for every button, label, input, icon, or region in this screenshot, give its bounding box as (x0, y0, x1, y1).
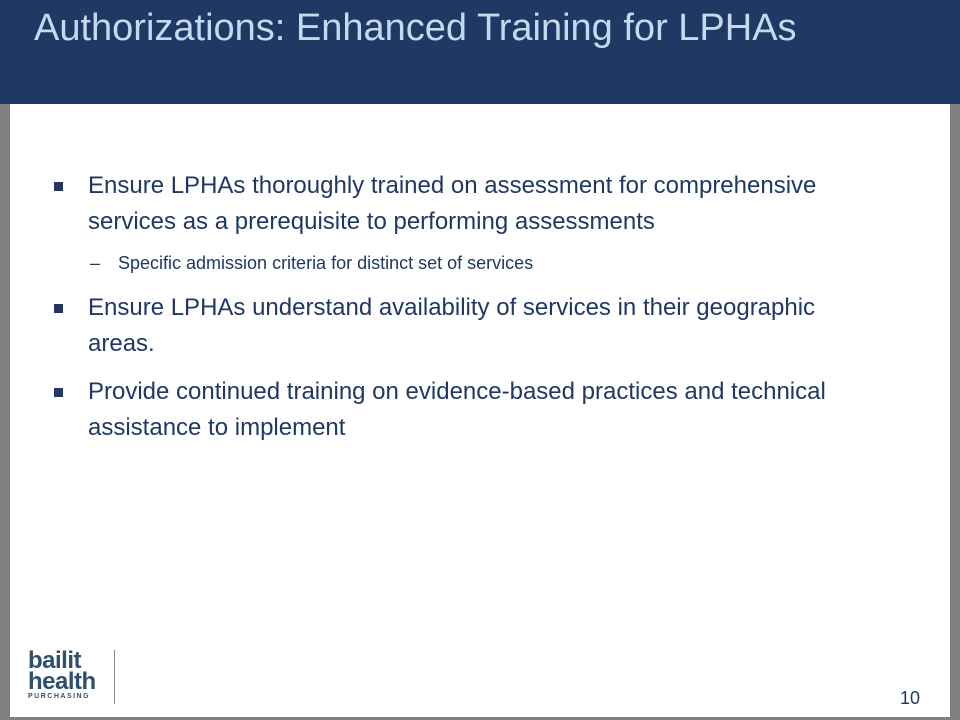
bullet-item-1 (52, 168, 872, 240)
slide-title: Authorizations: Enhanced Training for LPHAs (34, 7, 797, 49)
logo-line-2: health (28, 668, 96, 695)
logo-wordmark (28, 647, 96, 695)
slide-content (52, 168, 872, 458)
dash-marker: – (90, 253, 101, 273)
bailit-health-logo (28, 647, 138, 708)
left-frame-bar (0, 0, 10, 720)
right-frame-bar (950, 0, 960, 720)
logo-tagline: PURCHASING (28, 693, 91, 700)
square-bullet-icon (54, 182, 63, 191)
title-bar (0, 0, 960, 104)
square-bullet-icon (54, 388, 63, 397)
bullet-text: Provide continued training on evidence-based practices and technical assistance to implement (88, 378, 826, 441)
bullet-item-2 (52, 290, 872, 362)
sub-bullet-item (52, 248, 872, 278)
square-bullet-icon (54, 304, 63, 313)
bullet-item-3 (52, 374, 872, 446)
bullet-text: Ensure LPHAs understand availability of services in their geographic areas. (88, 294, 816, 357)
sub-bullet-text: Specific admission criteria for distinct set of services (118, 253, 534, 273)
logo-divider (114, 650, 115, 704)
page-number: 10 (899, 688, 920, 708)
bullet-text: Ensure LPHAs thoroughly trained on assessment for comprehensive services as a prerequisite to performing assessments (88, 172, 817, 235)
logo-line-1: bailit (28, 647, 82, 674)
